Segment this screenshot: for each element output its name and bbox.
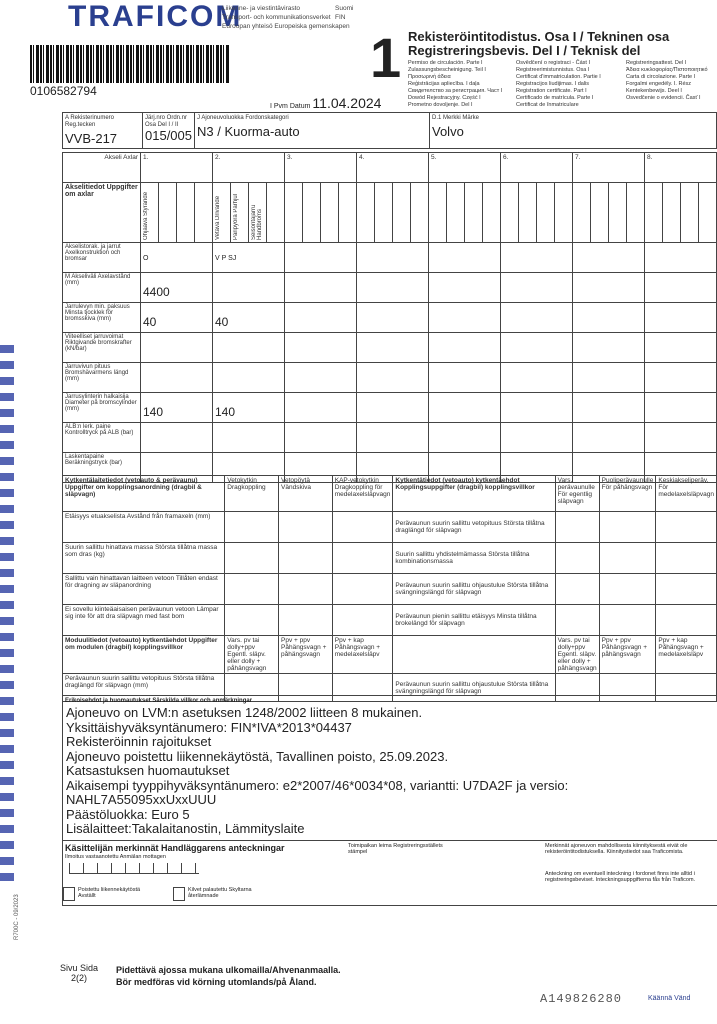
axle-empty-cell <box>645 363 717 393</box>
axle-number: 4. <box>357 153 429 183</box>
remark-line: Ajoneuvo on LVM:n asetuksen 1248/2002 liitteen 8 mukainen. <box>66 705 423 720</box>
axle-row-label: Jarruvivun pituus Bromshävarmens längd (mm) <box>63 363 141 393</box>
axle-number: 3. <box>285 153 357 183</box>
carry-notice <box>116 964 341 988</box>
axle-subcol <box>231 183 249 243</box>
notice-fi: Pidettävä ajossa mukana ulkomailla/Ahvenanmaalla. <box>116 965 341 975</box>
title-translation: Προσωρινή άδεια <box>408 74 451 80</box>
page-number: 2(2) <box>71 973 88 983</box>
axle-subcol <box>627 183 645 243</box>
axle-empty-cell <box>501 363 573 393</box>
axle1-value <box>141 333 213 363</box>
axle-empty-cell <box>573 363 645 393</box>
date-value: 11.04.2024 <box>312 95 382 111</box>
remark-line: NAHL7A55095xxUxxUUU <box>66 792 217 807</box>
checkbox[interactable] <box>63 887 75 901</box>
axle1-value: 40 <box>141 303 213 333</box>
axle1-value: O <box>141 243 213 273</box>
coupling-right-col: Puoliperävaunulle För påhängsvagn <box>599 476 656 512</box>
axle-row <box>63 303 717 333</box>
module-col: Ppv + ppv Påhängsvagn + påhängsvagn <box>279 636 333 674</box>
axle-empty-cell <box>501 273 573 303</box>
module-right-col: Ppv + kap Påhängsvagn + medelaxelsläpv <box>656 636 717 674</box>
coupling-row <box>63 605 717 636</box>
coupling-col-header: KAP-vetokytkin Dragkoppling för medelaxelsläpvagn <box>332 476 393 512</box>
axle-empty-cell <box>429 243 501 273</box>
title-translation: Certificat d'immatriculation. Partie I <box>516 74 601 80</box>
page-indicator <box>60 963 98 983</box>
axle-empty-cell <box>429 303 501 333</box>
title-translation: Certificat de înmatriculare <box>516 102 579 108</box>
date-label: I Pvm Datum <box>270 103 311 110</box>
axle2-value <box>213 423 285 453</box>
make-cell <box>430 113 717 149</box>
axle-empty-cell <box>573 423 645 453</box>
axle-subcol <box>213 183 231 243</box>
coupling-col-header: Vetokytkin Dragkoppling <box>225 476 279 512</box>
axle-row-label: M Akseliväli Axelavstånd (mm) <box>63 273 141 303</box>
make-value: Volvo <box>432 124 464 139</box>
axle-empty-cell <box>573 393 645 423</box>
country <box>335 4 353 22</box>
vehicle-header-table <box>62 112 717 149</box>
remark-line: Aikaisempi tyyppihyväksyntänumero: e2*2007/46*0034*08, variantti: U7DA2F ja versio: <box>66 777 569 793</box>
special-remarks <box>62 695 717 840</box>
remark-line: Rekisteröinnin rajoitukset <box>66 734 212 749</box>
axle-row <box>63 333 717 363</box>
turn-over-label: Käännä Vänd <box>648 995 691 1002</box>
axle-subcol <box>681 183 699 243</box>
coupling-right-row-label: Perävaunun suurin sallittu vetopituus Största tillåtna draglängd för släpvagn <box>393 512 555 543</box>
remark-line: Katsastuksen huomautukset <box>66 763 230 778</box>
module-right-col: Vars. pv tai dolly+ppv Egentl. släpv. eller dolly + påhängsvagn <box>555 636 599 674</box>
agency-name <box>222 4 350 31</box>
axle-row-label: Viiteelliset jarruvoimat Riktgivande bromskrafter (kN/bar) <box>63 333 141 363</box>
axle-empty-cell <box>357 243 429 273</box>
form-code: R700C - 09/2023 <box>14 894 20 940</box>
axle-empty-cell <box>429 393 501 423</box>
coupling-row-label: Sallittu vain hinattavan laitteen vetoon Tillåten endast för dragning av släpanordning <box>63 574 225 605</box>
title-translation: Carta di circolazione. Parte I <box>626 74 696 80</box>
make-label: D.1 Merkki Märke <box>432 115 480 121</box>
axle-empty-cell <box>573 243 645 273</box>
axle-empty-cell <box>357 423 429 453</box>
axle-empty-cell <box>429 333 501 363</box>
axle-subcol <box>447 183 465 243</box>
part-number: 1 <box>370 26 402 89</box>
coupling-row-label: Suurin sallittu hinattava massa Största tillåtna massa som dras (kg) <box>63 543 225 574</box>
axle-subcol <box>267 183 285 243</box>
axle-number: 8. <box>645 153 717 183</box>
remark-line: Päästöluokka: Euro 5 <box>66 806 190 822</box>
coupling-table <box>62 475 717 702</box>
page-label: Sivu Sida <box>60 963 99 973</box>
coupling-right-row-label: Suurin sallittu yhdistelmämassa Största tillåtna kombinationsmassa <box>393 543 555 574</box>
agency-fi: Liikenne- ja viestintävirasto <box>222 5 301 12</box>
axle-number: 1. <box>141 153 213 183</box>
country-name: Suomi <box>335 5 354 12</box>
checkbox-plates-label: Kilvet palautettu Skyltarna återlämnade <box>188 887 252 899</box>
axle2-value: 140 <box>213 393 285 423</box>
axle-subcol <box>429 183 447 243</box>
document-title <box>408 30 669 58</box>
axle-subcol <box>537 183 555 243</box>
axle-empty-cell <box>501 423 573 453</box>
issue-date <box>270 95 381 111</box>
axle2-value <box>213 333 285 363</box>
axle-table <box>62 152 717 483</box>
module-col: Vars. pv tai dolly+ppv Egentl. släpv. eller dolly + påhängsvagn <box>225 636 279 674</box>
checkbox[interactable] <box>173 887 185 901</box>
axle-subcol <box>249 183 267 243</box>
coupling-row <box>63 574 717 605</box>
axle-subcol <box>141 183 159 243</box>
checkbox-plates[interactable] <box>173 887 268 901</box>
axle-row <box>63 243 717 273</box>
checkbox-removed-label: Poistettu liikennekäytöstä Avställt <box>78 887 141 899</box>
lien-note-sv: Anteckning om eventuell inteckning i fordonet finns inte alltid i registreringsbeviset. Inteckningsuppgifterna fås från Traficom. <box>545 871 696 883</box>
title-translation: Registreerimistunnistus. Osa I <box>516 67 590 73</box>
axle-row <box>63 363 717 393</box>
title-translation: Dowód Rejestracyjny. Część I <box>408 95 481 101</box>
axle-empty-cell <box>357 363 429 393</box>
axle-empty-cell <box>645 423 717 453</box>
title-translation: Kentekenbewijs. Deel I <box>626 88 682 94</box>
axle-row-label: Akselistorak. ja jarrut Axelkonstruktion och bromsar <box>63 243 141 273</box>
axle-subcol <box>465 183 483 243</box>
coupling-right-col: Keskiakseliperäv. För medelaxelsläpvagn <box>656 476 717 512</box>
axle-empty-cell <box>285 363 357 393</box>
coupling-row <box>63 512 717 543</box>
title-sv: Registreringsbevis. Del I / Teknisk del <box>408 43 641 58</box>
coupling-row-label: Ei sovellu kiinteäaisaisen perävaunun vetoon Lämpar sig inte för att dra släpvagn med fast bom <box>63 605 225 636</box>
axle-subcol <box>285 183 303 243</box>
axle2-value <box>213 273 285 303</box>
title-translation: Osvědčení o registraci - Část I <box>516 60 590 66</box>
axle-subcol <box>357 183 375 243</box>
notice-sv: Bör medföras vid körning utomlands/på Åland. <box>116 977 317 987</box>
axle2-value <box>213 363 285 393</box>
title-translation: Registracijos liudijimas. I dalis <box>516 81 590 87</box>
axle-empty-cell <box>573 303 645 333</box>
axle-empty-cell <box>429 363 501 393</box>
axle-number: 7. <box>573 153 645 183</box>
title-translation: Registration certificate. Part I <box>516 88 587 94</box>
category-value: N3 / Kuorma-auto <box>197 124 300 139</box>
axle-subcol-label: Vetävä Drivande <box>215 195 221 240</box>
lien-note-fi: Merkinnät ajoneuvon mahdollisesta kiinnityksestä eivät ole rekisteröintitodistuksella. Kiinnitystiedot saa Traficomista. <box>545 843 688 855</box>
title-translation: Prometno dovoljenje. Del I <box>408 102 473 108</box>
axle-empty-cell <box>357 273 429 303</box>
module-row-label: Perävaunun suurin sallittu vetopituus Största tillåtna draglängd för släpvagn (mm) <box>63 674 225 702</box>
reg-value: VVB-217 <box>65 131 118 146</box>
axle-empty-cell <box>285 243 357 273</box>
axle-empty-cell <box>645 303 717 333</box>
coupling-right-col: Vars. perävaunulle För egentlig släpvagn <box>555 476 599 512</box>
title-translation: Zulassungsbescheinigung. Teil I <box>408 67 486 73</box>
title-translation: Registreringsattest. Del I <box>626 60 687 66</box>
axle-empty-cell <box>645 273 717 303</box>
serial-value: 015/005 <box>145 128 192 143</box>
axle-number: 2. <box>213 153 285 183</box>
document-number: A149826280 <box>540 992 623 1006</box>
axle-subcol <box>177 183 195 243</box>
title-translation: Reģistrācijas apliecība. I daļa <box>408 81 480 87</box>
title-translation: Certificado de matrícula. Parte I <box>516 95 594 101</box>
axle-empty-cell <box>285 333 357 363</box>
remark-line: Lisälaitteet:Takalaitanostin, Lämmityslaite <box>66 821 305 836</box>
axle-row <box>63 393 717 423</box>
axle-row <box>63 423 717 453</box>
axle-row-label: Jarrusylinterin halkaisija Diameter på bromscylinder (mm) <box>63 393 141 423</box>
reg-label: A Rekisterinumero Reg.tecken <box>65 115 115 128</box>
coupling-left-header: Kytkentälaitetiedot (vetoauto & perävaunu) Uppgifter om kopplingsanordning (dragbil & släpvagn) <box>63 476 225 512</box>
traficom-logo: TRAFICOM <box>68 0 243 33</box>
axle-subcol <box>303 183 321 243</box>
axle-empty-cell <box>285 423 357 453</box>
title-translation: Osvedčenie o evidencii. Časť I <box>626 95 701 101</box>
axle-empty-cell <box>501 393 573 423</box>
coupling-row-label: Etäisyys etuakselista Avstånd från framaxeln (mm) <box>63 512 225 543</box>
axle-row-label: ALB:n lerk. paine Kontrolltryck på ALB (bar) <box>63 423 141 453</box>
axle-empty-cell <box>357 333 429 363</box>
axle-subcol <box>573 183 591 243</box>
axle-empty-cell <box>285 303 357 333</box>
coupling-right-row-label: Perävaunun pienin sallittu etäisyys Minsta tillåtna brokelängd för släpvagn <box>393 605 555 636</box>
axle-subcol <box>375 183 393 243</box>
agency-sv: Transport- och kommunikationsverket <box>222 14 331 21</box>
axle-empty-cell <box>357 393 429 423</box>
axle-subcol <box>609 183 627 243</box>
category-label: J Ajoneuvoluokka Fordonskategori <box>197 115 289 121</box>
coupling-right-header: Kytkentätiedot (vetoauto) kytkentäehdot Kopplingsuppgifter (dragbil) kopplingsvillkor <box>393 476 555 512</box>
axle-empty-cell <box>501 243 573 273</box>
handler-sub: Ilmoitus vastaanotettu Anmälan mottagen <box>65 854 166 860</box>
security-strip <box>0 345 14 885</box>
axle-subcol <box>699 183 717 243</box>
axle-subcol <box>393 183 411 243</box>
module-right-row-label: Perävaunun suurin sallittu ohjaustulue Största tillåtna svängningslängd för släpvagn <box>393 674 555 702</box>
title-fi: Rekisteröintitodistus. Osa I / Tekninen osa <box>408 29 670 44</box>
axle-empty-cell <box>357 303 429 333</box>
axle-subcol-label: Seisontajarru Handbroms <box>251 204 263 240</box>
axle-empty-cell <box>645 243 717 273</box>
axle-subcol <box>339 183 357 243</box>
date-boxes <box>69 863 199 874</box>
handler-header: Käsittelijän merkinnät Handläggarens anteckningar <box>65 843 285 853</box>
remark-line: Yksittäishyväksyntänumero: FIN*IVA*2013*04437 <box>66 719 352 735</box>
axle-empty-cell <box>501 303 573 333</box>
barcode-number: 0106582794 <box>30 84 97 98</box>
reg-cell <box>63 113 143 149</box>
axle-row-label: Laskentapaine Beräkningstryck (bar) <box>63 453 141 483</box>
axle-empty-cell <box>429 423 501 453</box>
axle-empty-cell <box>429 273 501 303</box>
module-col: Ppv + kap Påhängsvagn + medelaxelsläpv <box>332 636 393 674</box>
axle-subcol <box>321 183 339 243</box>
axle-empty-cell <box>645 393 717 423</box>
serial-label: Järj.nro Ordn.nr Osa Del I / II <box>145 115 188 128</box>
agency-eu: Euroopan yhteisö Europeiska gemenskapen <box>222 23 350 30</box>
axle-number: 5. <box>429 153 501 183</box>
title-translation: Permiso de circulación. Parte I <box>408 60 483 66</box>
axle-empty-cell <box>285 393 357 423</box>
axle-subcol <box>591 183 609 243</box>
remarks-header: Erikoisehdot ja huomautukset Särskilda villkor och anmärkningar <box>65 698 253 704</box>
axle1-value <box>141 363 213 393</box>
axle-subcol <box>411 183 429 243</box>
coupling-col-header: Vetopöytä Vändskiva <box>279 476 333 512</box>
axle-section-label: Akselitiedot Uppgifter om axlar <box>63 183 141 243</box>
axle-subcol-label: Ohjaava Styrande <box>143 191 149 240</box>
axle-row <box>63 273 717 303</box>
remark-line: Ajoneuvo poistettu liikennekäytöstä, Tavallinen poisto, 25.09.2023. <box>66 748 449 764</box>
axle-label: Akseli Axlar <box>63 153 141 183</box>
axle-empty-cell <box>501 333 573 363</box>
serial-cell <box>143 113 195 149</box>
axle-subcol <box>555 183 573 243</box>
axle1-value <box>141 423 213 453</box>
axle-empty-cell <box>573 333 645 363</box>
axle-subcol-label: Paripyörä Parhjul <box>233 193 239 240</box>
handler-notes <box>62 840 717 906</box>
module-header: Moduulitiedot (vetoauto) kytkentäehdot Uppgifter om modulen (dragbil) kopplingsvillkor <box>63 636 225 674</box>
module-right-col: Ppv + ppv Påhängsvagn + påhängsvagn <box>599 636 656 674</box>
axle2-value: 40 <box>213 303 285 333</box>
axle-empty-cell <box>645 333 717 363</box>
axle-subcol <box>519 183 537 243</box>
axle-row-label: Jarrulevyn min. paksuus Minsta tjocklek för bromsskiva (mm) <box>63 303 141 333</box>
axle-subcol <box>645 183 663 243</box>
title-translation: Άδεια κυκλοφορίας/Πιστοποιητικό <box>626 67 708 73</box>
axle-subcol <box>663 183 681 243</box>
axle1-value: 140 <box>141 393 213 423</box>
checkbox-removed[interactable] <box>63 887 158 901</box>
axle-empty-cell <box>573 273 645 303</box>
category-cell <box>195 113 430 149</box>
axle-subcol <box>159 183 177 243</box>
stamp-label: Toimipaikan leima Registreringsställets stämpel <box>348 843 443 855</box>
axle-subcol <box>501 183 519 243</box>
axle2-value: V P SJ <box>213 243 285 273</box>
country-code: FIN <box>335 14 346 21</box>
axle1-value: 4400 <box>141 273 213 303</box>
title-translations <box>408 60 717 109</box>
coupling-right-row-label: Perävaunun suurin sallittu ohjaustulue Största tillåtna svängningslängd för släpvagn <box>393 574 555 605</box>
axle-empty-cell <box>285 273 357 303</box>
axle-subcol <box>483 183 501 243</box>
barcode <box>30 45 230 83</box>
title-translation: Свидетелство за регистрация. Част I <box>408 88 503 94</box>
title-translation: Forgalmi engedély. I. Rész <box>626 81 692 87</box>
axle-subcol <box>195 183 213 243</box>
axle-number: 6. <box>501 153 573 183</box>
coupling-row <box>63 543 717 574</box>
